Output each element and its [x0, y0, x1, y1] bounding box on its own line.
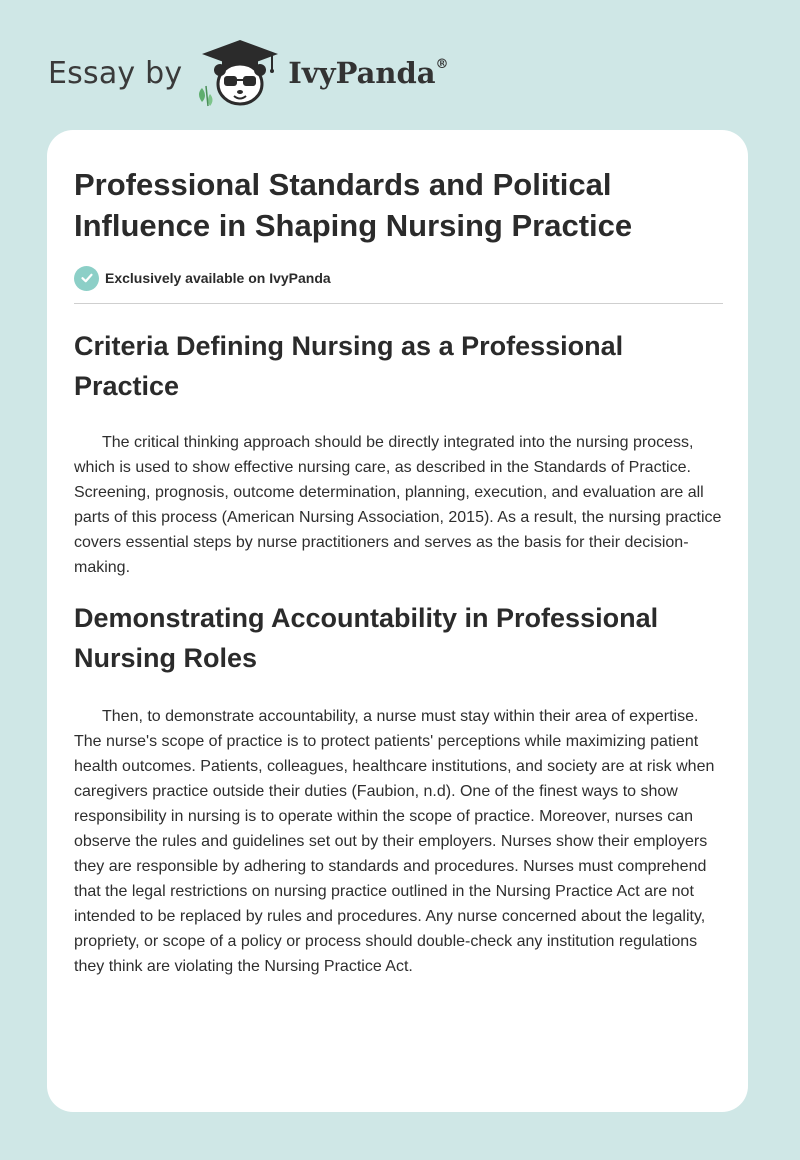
section-paragraph: The critical thinking approach should be directly integrated into the nursing process, which is used to show effective nursing care, as described in the Standards of Practice. Screening, prognosis, outcome determination, planning, execution, and evaluation are all parts of this process (American Nursing Association, 2015). As a result, the nursing practice covers essential steps by nurse practitioners and serves as the basis for their decision-making. — [74, 434, 722, 576]
checkmark-icon — [74, 266, 99, 291]
title-divider — [74, 303, 723, 304]
brand-text: IvyPanda — [288, 56, 436, 90]
section-heading: Demonstrating Accountability in Professional Nursing Roles — [74, 603, 659, 673]
article-content — [74, 164, 723, 979]
exclusive-label: Exclusively available on IvyPanda — [105, 270, 331, 286]
site-header — [48, 38, 449, 108]
article-card — [47, 130, 748, 1112]
section-heading: Criteria Defining Nursing as a Professional Practice — [74, 331, 624, 401]
section-paragraph: Then, to demonstrate accountability, a nurse must stay within their area of expertise. The nurse's scope of practice is to protect patients' perceptions while maximizing patient health outcomes. Patients, colleagues, healthcare institutions, and society are at risk when caregivers practice outside their duties (Faubion, n.d). One of the finest ways to show responsibility in nursing is to operate within the scope of practice. Moreover, nurses can observe the rules and guidelines set out by their employers. Nurses show their employers they are responsible by adhering to standards and procedures. Nurses must comprehend that the legal restrictions on nursing practice outlined in the Nursing Practice Act are not intended to be replaced by rules and procedures. Any nurse concerned about the legality, propriety, or scope of a policy or process should double-check any institution regulations they think are violating the Nursing Practice Act. — [74, 708, 715, 975]
article-title: Professional Standards and Political Influence in Shaping Nursing Practice — [74, 167, 633, 243]
registered-mark: ® — [435, 57, 449, 73]
essay-by-label: Essay by — [48, 55, 183, 91]
brand-name[interactable] — [288, 56, 448, 90]
panda-logo-icon[interactable] — [194, 38, 286, 108]
exclusive-badge — [74, 265, 723, 291]
